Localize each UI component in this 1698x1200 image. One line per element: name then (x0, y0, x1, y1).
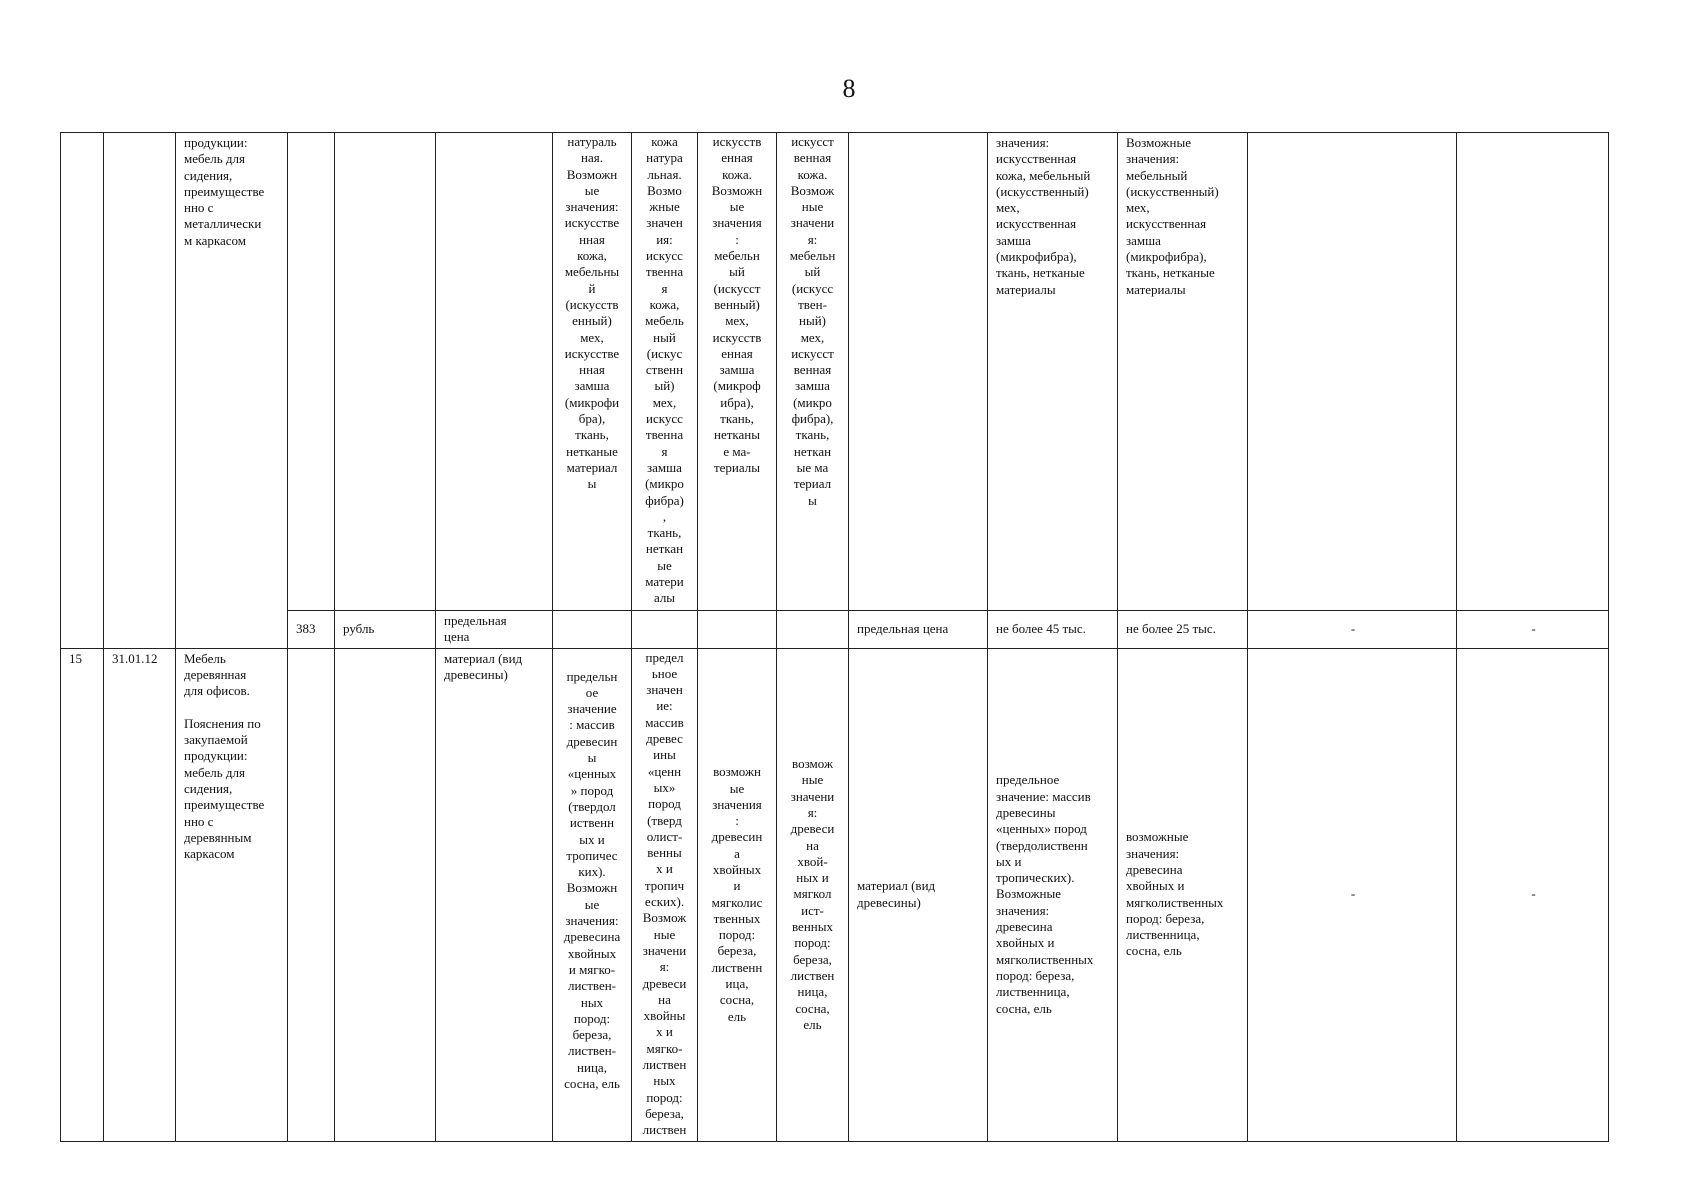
table-row (61, 133, 1609, 611)
cell-req-col4 (777, 611, 849, 649)
cell-approved-val1: значения: искусственная кожа, мебельный (искусственный) мех, искусственная замша (микрофибра), ткань, нетканые материалы (988, 133, 1118, 611)
cell-okei-code: 383 (288, 611, 335, 649)
cell-product-name: Мебель деревянная для офисов. Пояснения по закупаемой продукции: мебель для сидения, преимуществе нно с деревянным каркасом (176, 648, 288, 1141)
cell-approved-val1: не более 45 тыс. (988, 611, 1118, 649)
cell-characteristic (436, 133, 553, 611)
cell-functional-purpose (1457, 133, 1609, 611)
table-row (61, 611, 1609, 649)
cell-req-col1: предельн ое значение : массив древесин ы «ценных » пород (твердол иственн ых и тропичес ких). Возможн ые значения: древесина хвойных и мягко- листвен- ных пород: береза, листвен- ница, сосна, ель (553, 648, 632, 1141)
cell-approved-val1: предельное значение: массив древесины «ценных» пород (твердолиственн ых и тропических). Возможные значения: древесина хвойных и мягколиственных пород: береза, лиственница, сосна, ель (988, 648, 1118, 1141)
cell-approved-characteristic (849, 133, 988, 611)
cell-req-col3: искусств енная кожа. Возможн ые значения : мебельн ый (искусст венный) мех, искусств енная замша (микроф ибра), ткань, нетканы е ма- териалы (698, 133, 777, 611)
cell-unit (335, 648, 436, 1141)
cell-okei-code (288, 133, 335, 611)
cell-justification: - (1248, 611, 1457, 649)
cell-functional-purpose: - (1457, 648, 1609, 1141)
cell-req-col2 (632, 611, 698, 649)
cell-number (61, 133, 104, 649)
cell-req-col3 (698, 611, 777, 649)
cell-approved-val2: не более 25 тыс. (1118, 611, 1248, 649)
cell-justification: - (1248, 648, 1457, 1141)
cell-approved-val2: возможные значения: древесина хвойных и мягколиственных пород: береза, лиственница, сосна, ель (1118, 648, 1248, 1141)
cell-unit: рубль (335, 611, 436, 649)
cell-approved-val2: Возможные значения: мебельный (искусственный) мех, искусственная замша (микрофибра), ткань, нетканые материалы (1118, 133, 1248, 611)
cell-req-col4: искусст венная кожа. Возмож ные значени я: мебельн ый (искусс твен- ный) мех, искусст венная замша (микро фибра), ткань, неткан ые ма териал ы (777, 133, 849, 611)
cell-req-col2: предел ьное значен ие: массив древес ины «ценн ых» пород (тверд олист- венны х и тропич еских). Возмож ные значени я: древеси на хвойны х и мягко- листвен ных пород: береза, листвен (632, 648, 698, 1141)
cell-number: 15 (61, 648, 104, 1141)
cell-req-col2: кожа натура льная. Возмо жные значен ия: искусс твенна я кожа, мебель ный (искус ственн ый) мех, искусс твенна я замша (микро фибра) , ткань, неткан ые матери алы (632, 133, 698, 611)
cell-characteristic: предельная цена (436, 611, 553, 649)
cell-justification (1248, 133, 1457, 611)
cell-unit (335, 133, 436, 611)
cell-req-col1: натураль ная. Возможн ые значения: искусстве нная кожа, мебельны й (искусств енный) мех, искусстве нная замша (микрофи бра), ткань, нетканые материал ы (553, 133, 632, 611)
cell-characteristic: материал (вид древесины) (436, 648, 553, 1141)
cell-req-col4: возмож ные значени я: древеси на хвой- ных и мягкол ист- венных пород: береза, листвен ница, сосна, ель (777, 648, 849, 1141)
requirements-table (60, 132, 1609, 1142)
cell-okpd-code (104, 133, 176, 649)
table-row (61, 648, 1609, 1141)
cell-req-col1 (553, 611, 632, 649)
cell-approved-characteristic: материал (вид древесины) (849, 648, 988, 1141)
cell-approved-characteristic: предельная цена (849, 611, 988, 649)
cell-okei-code (288, 648, 335, 1141)
cell-okpd-code: 31.01.12 (104, 648, 176, 1141)
cell-functional-purpose: - (1457, 611, 1609, 649)
cell-req-col3: возможн ые значения : древесин а хвойных и мягколис твенных пород: береза, лиственн ица, сосна, ель (698, 648, 777, 1141)
page-number: 8 (842, 74, 856, 103)
cell-product-name: продукции: мебель для сидения, преимуществе нно с металлически м каркасом (176, 133, 288, 649)
